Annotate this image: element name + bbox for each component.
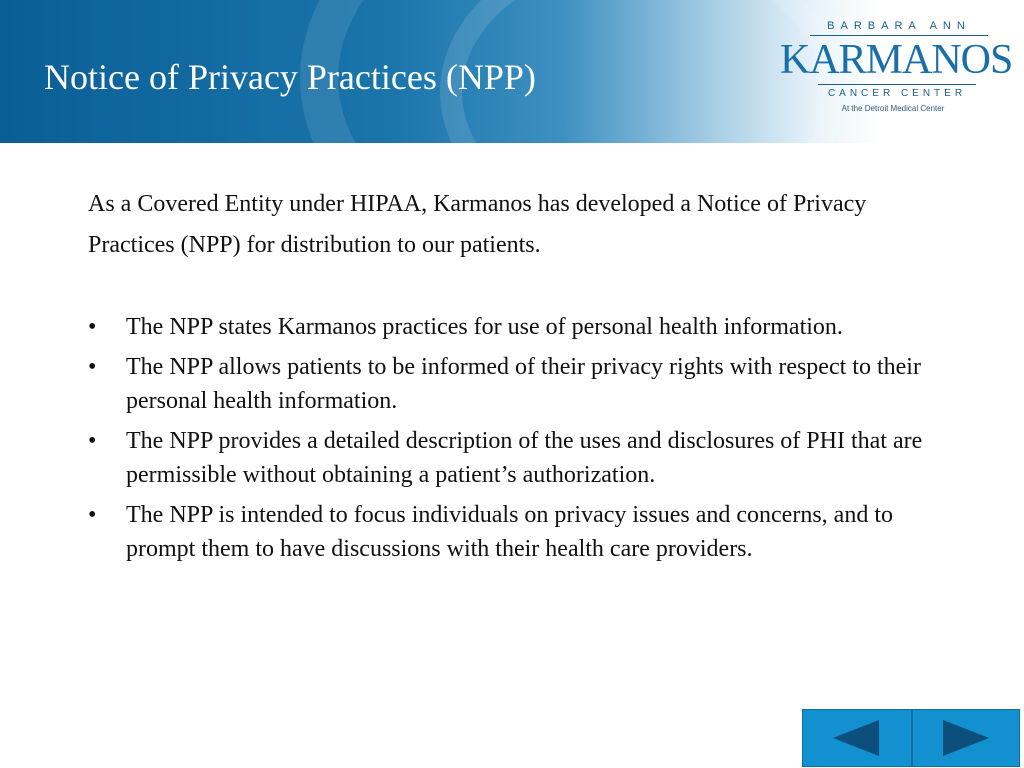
intro-paragraph: As a Covered Entity under HIPAA, Karmanos has developed a Notice of Privacy Practices (NPP) for distribution to our patients. — [88, 191, 867, 258]
logo-brand-text: KARMANOS — [780, 37, 1013, 83]
bullet-glyph: • — [88, 314, 97, 340]
triangle-left-icon — [833, 720, 879, 756]
bullet-text: The NPP provides a detailed description of the uses and disclosures of PHI that are permissible without obtaining a patient’s authorization. — [126, 428, 923, 488]
bullet-item — [88, 498, 926, 566]
bullet-item — [88, 310, 926, 344]
bullet-text: The NPP states Karmanos practices for use of personal health information. — [126, 314, 843, 340]
logo-tagline: At the Detroit Medical Center — [841, 104, 945, 113]
bullet-glyph: • — [88, 502, 97, 528]
slide-title: Notice of Privacy Practices (NPP) — [44, 57, 536, 97]
triangle-right-icon — [943, 720, 989, 756]
logo-sub-text: CANCER CENTER — [818, 84, 976, 99]
bullet-item — [88, 424, 926, 492]
karmanos-logo — [780, 20, 1013, 126]
bullet-text: The NPP allows patients to be informed of their privacy rights with respect to their personal health information. — [126, 354, 921, 414]
bullet-glyph: • — [88, 354, 97, 380]
slide-header — [0, 0, 1024, 143]
previous-slide-button[interactable] — [803, 710, 911, 766]
slide-navigation — [802, 709, 1020, 767]
logo-top-text: BARBARA ANN — [810, 20, 988, 36]
bullet-glyph: • — [88, 428, 97, 454]
bullet-list — [88, 310, 948, 572]
next-slide-button[interactable] — [913, 710, 1021, 766]
bullet-item — [88, 350, 926, 418]
bullet-text: The NPP is intended to focus individuals on privacy issues and concerns, and to prompt them to have discussions with their health care providers. — [126, 502, 893, 562]
